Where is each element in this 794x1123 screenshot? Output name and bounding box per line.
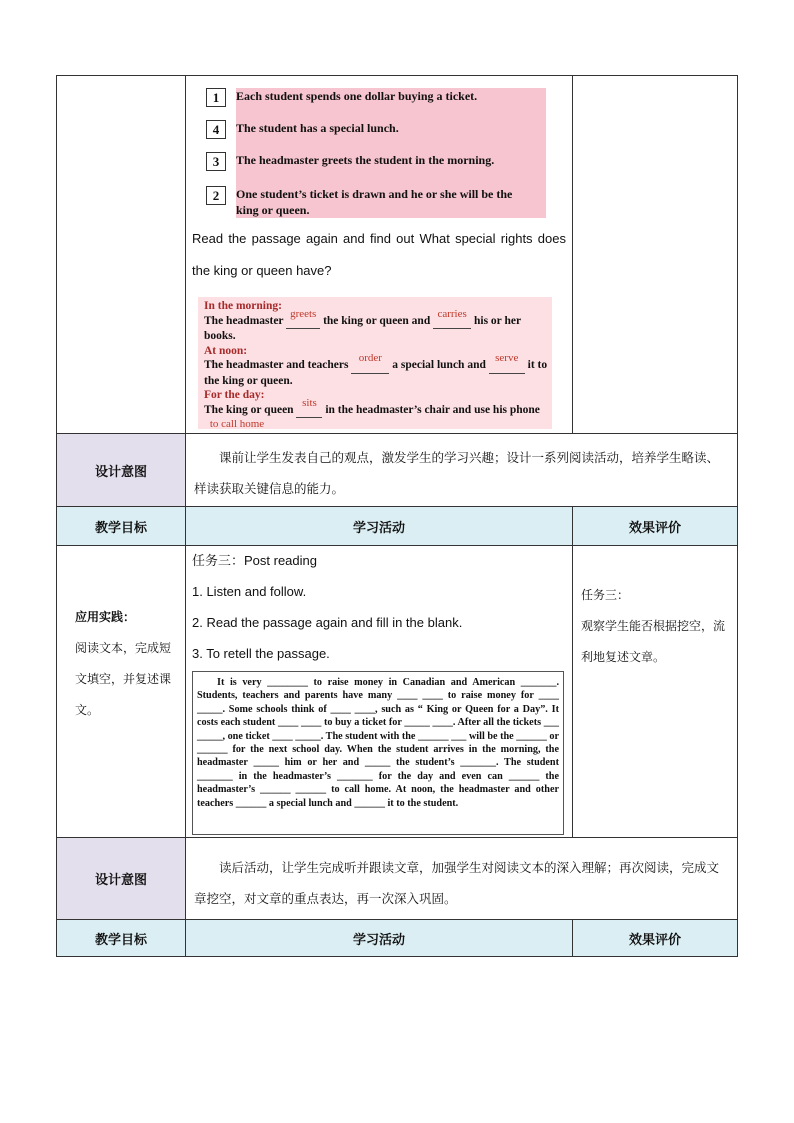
order-number: 3: [206, 152, 226, 171]
answer-sits: sits: [302, 396, 317, 409]
noon-line: The headmaster and teachers order a special lunch and serve it to the king or queen.: [204, 352, 548, 387]
evaluation-text: 观察学生能否根据挖空，流利地复述文章。: [581, 619, 726, 664]
answer-carries: carries: [437, 307, 467, 320]
header-row-2: [57, 920, 738, 957]
order-number: 2: [206, 186, 226, 205]
order-text: One student’s ticket is drawn and he or she will be the king or queen.: [236, 187, 513, 217]
header-evaluation: 效果评价: [573, 920, 738, 957]
noon-label: At noon:: [204, 344, 248, 357]
header-row-1: [57, 507, 738, 546]
lesson-plan-table: [56, 75, 738, 957]
order-item: [206, 152, 526, 171]
special-rights-box: [198, 297, 552, 429]
goal-title: 应用实践：: [75, 610, 136, 624]
answer-call-home: to call home: [209, 418, 265, 429]
header-evaluation: 效果评价: [573, 507, 738, 546]
header-activity: 学习活动: [186, 920, 573, 957]
order-item: [206, 186, 526, 218]
goal-text: 阅读文本，完成短文填空，并复述课文。: [75, 641, 172, 717]
order-text: The headmaster greets the student in the morning.: [236, 153, 495, 167]
day-line: The king or queen sits in the headmaster’s chair and use his phone: [204, 403, 552, 419]
activity-cell: [186, 546, 573, 838]
design-row-1: [57, 434, 738, 507]
fill-in-blank-passage: [192, 671, 564, 835]
order-number: 4: [206, 120, 226, 139]
order-number: 1: [206, 88, 226, 107]
day-label: For the day:: [204, 389, 265, 401]
empty-cell: [57, 76, 186, 434]
task-title: 任务三：Post reading: [192, 553, 317, 568]
answer-order: order: [358, 352, 382, 364]
lesson-plan-table-wrapper: [56, 75, 738, 957]
header-activity: 学习活动: [186, 507, 573, 546]
task-step: 3. To retell the passage.: [192, 646, 330, 661]
design-text-cell: [186, 434, 738, 507]
order-item: [206, 120, 526, 139]
task-three-row: [57, 546, 738, 838]
ordering-exercise: [206, 76, 572, 221]
task-step: 2. Read the passage again and fill in the blank.: [192, 615, 463, 630]
design-text-cell: [186, 838, 738, 920]
order-text: The student has a special lunch.: [236, 121, 399, 135]
order-text: Each student spends one dollar buying a ticket.: [236, 89, 478, 103]
morning-line: The headmaster greets the king or queen and carries his or her books.: [204, 307, 521, 342]
rights-question: Read the passage again and find out What special rights does the king or queen have?: [192, 231, 566, 278]
design-label: 设计意图: [57, 838, 186, 920]
day-line-2: [204, 418, 552, 429]
order-item: [206, 88, 526, 107]
reading-activity-cell: [186, 76, 573, 434]
design-row-2: [57, 838, 738, 920]
answer-greets: greets: [290, 307, 317, 320]
design-label: 设计意图: [57, 434, 186, 507]
reading-row: [57, 76, 738, 434]
morning-label: In the morning:: [204, 300, 282, 312]
task-step: 1. Listen and follow.: [192, 584, 307, 599]
answer-serve: serve: [495, 352, 519, 364]
evaluation-title: 任务三：: [581, 588, 630, 602]
header-goal: 教学目标: [57, 920, 186, 957]
header-goal: 教学目标: [57, 507, 186, 546]
evaluation-cell: [573, 546, 738, 838]
empty-cell: [573, 76, 738, 434]
passage-text: It is very ________ to raise money in Canadian and American _______. Students, teachers and parents have many ____ ____ to raise money for ____ _____. Some schools think of ____ ____, such as “ King or Queen for a Day”. It costs each student ____ ____ to buy a ticket for _____ ____. After all the tickets ___ _____, one ticket ____ _____. The student with the ______ ___ will be the ______ or ______ for the next school day. When the student arrives in the morning, the headmaster _____ him or her and _____ the student’s _______. The student _______ in the headmaster’s _______ for the day and even can ______ the headmaster’s ______ ______ to call home. At noon, the headmaster and other teachers ______ a special lunch and ______ it to the student.: [197, 677, 559, 809]
design-text: 课前让学生发表自己的观点，激发学生的学习兴趣；设计一系列阅读活动，培养学生略读、样读获取关键信息的能力。: [194, 450, 720, 496]
design-text: 读后活动，让学生完成听并跟读文章，加强学生对阅读文本的深入理解；再次阅读，完成文章挖空，对文章的重点表达，再一次深入巩固。: [194, 860, 720, 906]
goal-cell: [57, 546, 186, 838]
